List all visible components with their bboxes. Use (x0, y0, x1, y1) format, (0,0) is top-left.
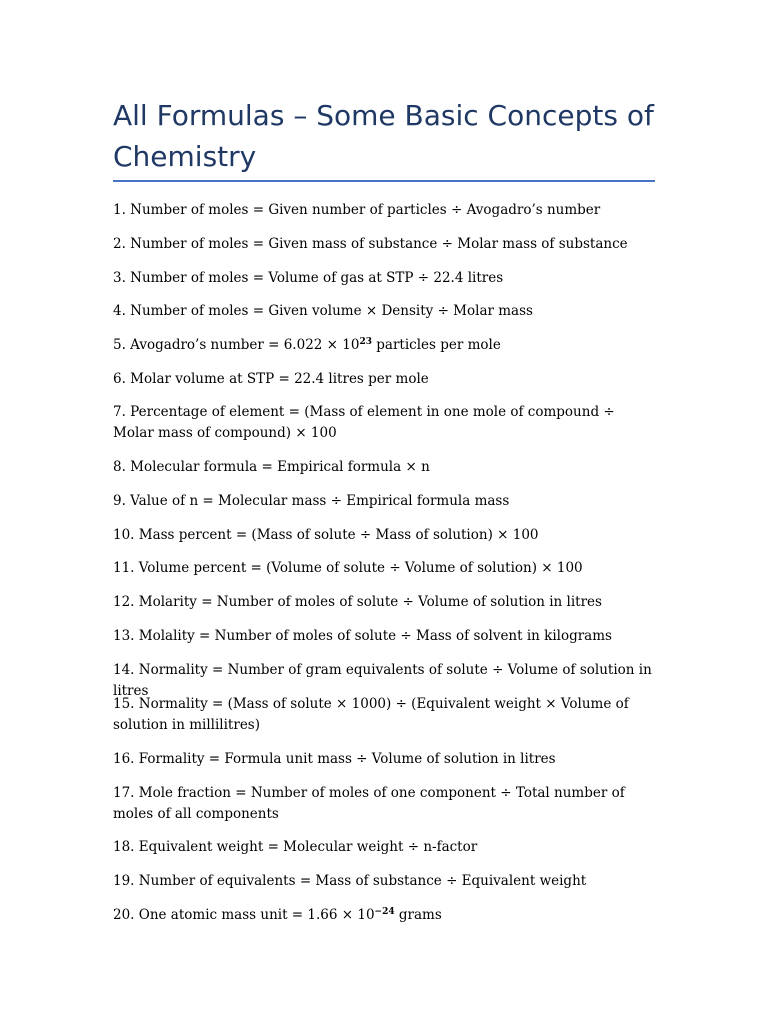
formula-item: 16. Formality = Formula unit mass ÷ Volume of solution in litres (113, 751, 556, 767)
formula-item: 6. Molar volume at STP = 22.4 litres per mole (113, 371, 429, 387)
formula-item: 13. Molality = Number of moles of solute ÷ Mass of solvent in kilograms (113, 628, 612, 644)
title-underline (113, 180, 655, 182)
formula-item: 15. Normality = (Mass of solute × 1000) ÷ (Equivalent weight × Volume of solution in millilitres) (113, 696, 629, 733)
formula-item: 18. Equivalent weight = Molecular weight ÷ n-factor (113, 839, 478, 855)
formula-text: particles per mole (371, 337, 501, 353)
formula-item (113, 905, 658, 926)
formula-item: 2. Number of moles = Given mass of substance ÷ Molar mass of substance (113, 236, 628, 252)
formula-item: 7. Percentage of element = (Mass of element in one mole of compound ÷ Molar mass of compound) × 100 (113, 404, 615, 441)
formula-text: 5. Avogadro’s number = 6.022 × 10 (113, 337, 360, 353)
superscript-exponent: 23 (359, 337, 372, 347)
formula-item: 17. Mole fraction = Number of moles of one component ÷ Total number of moles of all components (113, 785, 625, 822)
formula-item: 10. Mass percent = (Mass of solute ÷ Mass of solution) × 100 (113, 527, 539, 543)
formula-text: grams (394, 907, 442, 923)
formula-item (113, 335, 658, 356)
formula-item: 14. Normality = Number of gram equivalents of solute ÷ Volume of solution in litres (113, 662, 652, 699)
formula-text: 20. One atomic mass unit = 1.66 × 10 (113, 907, 375, 923)
formula-item: 11. Volume percent = (Volume of solute ÷ Volume of solution) × 100 (113, 560, 583, 576)
superscript-exponent: −24 (374, 907, 395, 917)
formula-item: 3. Number of moles = Volume of gas at STP ÷ 22.4 litres (113, 270, 504, 286)
page-title: All Formulas – Some Basic Concepts of Chemistry (113, 99, 654, 173)
formula-item: 4. Number of moles = Given volume × Density ÷ Molar mass (113, 303, 533, 319)
formula-item: 12. Molarity = Number of moles of solute ÷ Volume of solution in litres (113, 594, 602, 610)
formula-item: 8. Molecular formula = Empirical formula × n (113, 459, 430, 475)
formula-item: 1. Number of moles = Given number of particles ÷ Avogadro’s number (113, 202, 601, 218)
formula-item: 9. Value of n = Molecular mass ÷ Empirical formula mass (113, 493, 510, 509)
formula-item: 19. Number of equivalents = Mass of substance ÷ Equivalent weight (113, 873, 587, 889)
